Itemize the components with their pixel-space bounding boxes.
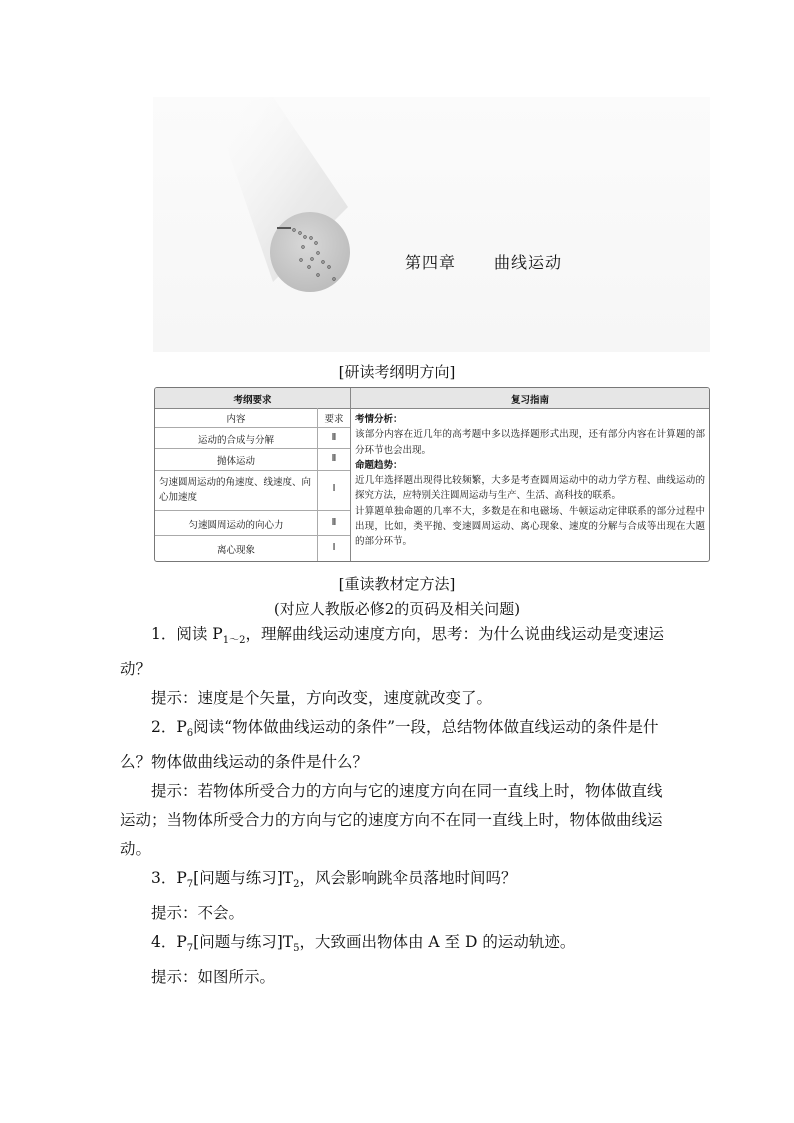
row-req: Ⅱ xyxy=(331,432,337,443)
answer-3: 提示：不会。 xyxy=(151,904,245,923)
row-content: 匀速圆周运动的角速度、线速度、向心加速度 xyxy=(159,477,312,503)
section-heading-textbook: [重读教材定方法] xyxy=(338,575,456,593)
question-1: 1．阅读 $P_{1\sim 2}$，理解曲线运动速度方向，思考：为什么说曲线运动是变速运动？ xyxy=(120,625,664,679)
question-2: 2．$P_6$阅读“物体做曲线运动的条件”一段，总结物体做直线运动的条件是什么？物体做曲线运动的条件是什么？ xyxy=(120,718,659,772)
questions-list xyxy=(120,620,676,992)
guide-label-analysis: 考情分析： xyxy=(355,414,403,425)
table-row xyxy=(155,428,350,449)
table-row xyxy=(155,471,350,511)
row-content: 离心现象 xyxy=(216,545,255,556)
table-row xyxy=(155,511,350,536)
answer-1: 提示：速度是个矢量，方向改变，速度就改变了。 xyxy=(151,689,493,708)
question-4: 4．$P_7$[问题与练习]$T_5$，大致画出物体由 A 至 D 的运动轨迹。 xyxy=(151,933,576,955)
requirements-column xyxy=(155,408,351,561)
chapter-name: 曲线运动 xyxy=(494,253,563,272)
col-req-header: 要求 xyxy=(324,414,344,425)
section-subtitle: (对应人教版必修2的页码及相关问题) xyxy=(273,600,521,618)
answer-4: 提示：如图所示。 xyxy=(151,968,276,987)
guide-text-calc: 计算题单独命题的几率不大，多数是在和电磁场、牛顿运动定律联系的部分过程中出现，比如，类平抛、变速圆周运动、离心现象、速度的分解与合成等出现在大题的部分环节。 xyxy=(355,505,705,548)
table-header xyxy=(155,388,709,409)
light-beam-illustration xyxy=(153,97,710,352)
col-content-header: 内容 xyxy=(226,414,246,425)
answer-2: 提示：若物体所受合力的方向与它的速度方向在同一直线上时，物体做直线运动；当物体所受合力的方向与它的速度方向不在同一直线上时，物体做曲线运动。 xyxy=(120,782,663,859)
header-guide: 复习指南 xyxy=(510,395,549,406)
table-row xyxy=(155,536,350,561)
row-content: 匀速圆周运动的向心力 xyxy=(188,520,284,531)
row-req: Ⅰ xyxy=(332,542,336,553)
row-req: Ⅱ xyxy=(331,517,337,528)
row-req: Ⅱ xyxy=(331,453,337,464)
chapter-banner xyxy=(153,97,710,352)
header-requirements: 考纲要求 xyxy=(233,395,272,406)
table-row xyxy=(155,449,350,471)
syllabus-table xyxy=(154,387,710,562)
table-row xyxy=(155,408,350,428)
review-guide-text xyxy=(355,412,705,550)
guide-label-trend: 命题趋势： xyxy=(355,459,403,471)
row-req: Ⅰ xyxy=(332,483,336,494)
row-content: 抛体运动 xyxy=(216,456,255,467)
question-3: 3．$P_7$[问题与练习]$T_2$，风会影响跳伞员落地时间吗？ xyxy=(151,869,517,891)
guide-text-trend: 近几年选择题出现得比较频繁，大多是考查圆周运动中的动力学方程、曲线运动的探究方法，应特别关注圆周运动与生产、生活、高科技的联系。 xyxy=(355,475,705,502)
chapter-number: 第四章 xyxy=(405,253,457,272)
row-content: 运动的合成与分解 xyxy=(197,435,274,446)
chapter-title xyxy=(405,250,562,273)
section-heading-syllabus: [研读考纲明方向] xyxy=(338,363,456,381)
guide-text-analysis: 该部分内容在近几年的高考题中多以选择题形式出现，还有部分内容在计算题的部分环节也会出现。 xyxy=(355,429,705,456)
